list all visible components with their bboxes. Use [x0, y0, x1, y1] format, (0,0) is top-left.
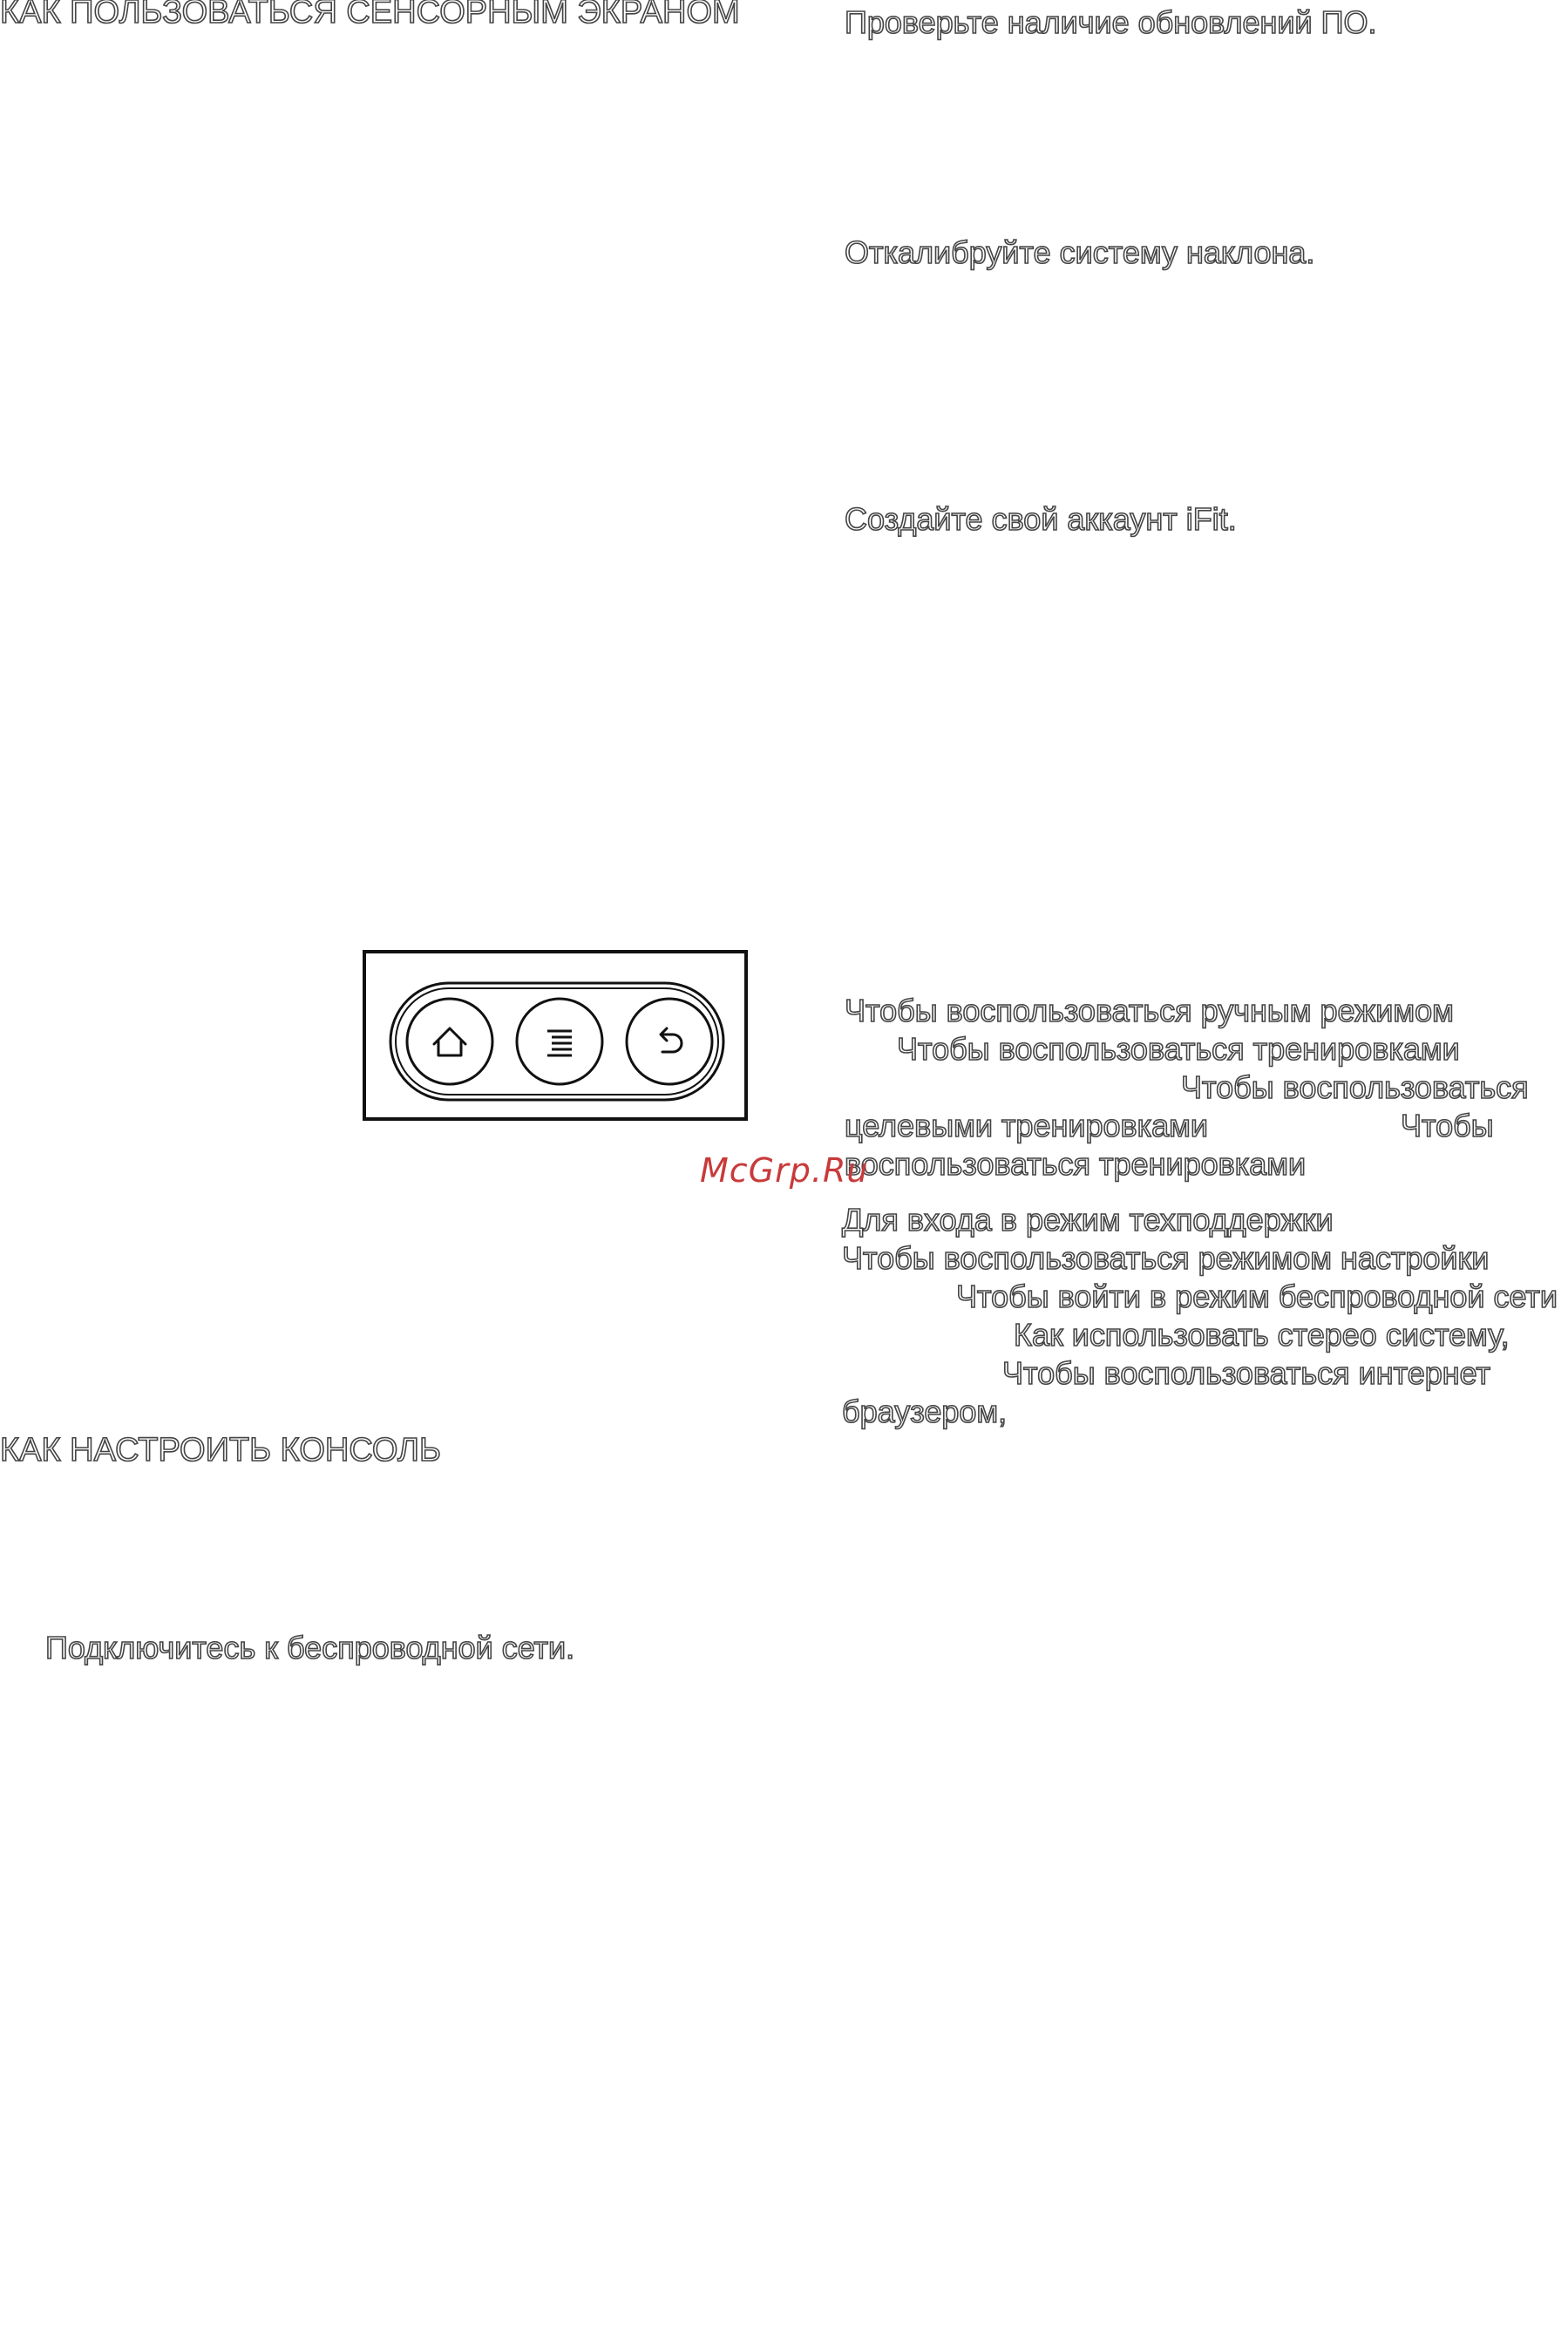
step-connect-wireless: Подключитесь к беспроводной сети. [45, 1630, 575, 1665]
watermark: McGrp.Ru [700, 1151, 869, 1190]
block2-line4: Как использовать стерео систему, [1014, 1317, 1510, 1353]
console-panel-drawing [366, 953, 744, 1117]
block2-line2: Чтобы воспользоваться режимом настройки [842, 1240, 1490, 1276]
home-button[interactable] [407, 999, 492, 1084]
block2-line3: Чтобы войти в режим беспроводной сети [956, 1279, 1558, 1314]
step-check-updates: Проверьте наличие обновлений ПО. [845, 4, 1377, 40]
block1-line5: воспользоваться тренировками [845, 1146, 1307, 1182]
block1-line1: Чтобы воспользоваться ручным режимом [845, 993, 1454, 1028]
back-button[interactable] [627, 999, 712, 1084]
menu-button[interactable] [517, 999, 602, 1084]
step-create-account: Создайте свой аккаунт iFit. [845, 501, 1237, 537]
console-button-panel [363, 950, 748, 1121]
block2-line5: Чтобы воспользоваться интернет [1002, 1355, 1490, 1391]
step-calibrate-incline: Откалибруйте систему наклона. [845, 234, 1315, 270]
block2-line1: Для входа в режим техподдержки [842, 1202, 1334, 1238]
block1-line4a: целевыми тренировками [845, 1108, 1209, 1143]
block1-line4b: Чтобы [1401, 1108, 1494, 1143]
block2-line6: браузером, [842, 1394, 1008, 1429]
heading-touchscreen: КАК ПОЛЬЗОВАТЬСЯ СЕНСОРНЫМ ЭКРАНОМ [0, 0, 740, 31]
block1-line3: Чтобы воспользоваться [1181, 1069, 1529, 1105]
block1-line2: Чтобы воспользоваться тренировками [897, 1031, 1460, 1067]
heading-setup-console: КАК НАСТРОИТЬ КОНСОЛЬ [0, 1432, 441, 1469]
